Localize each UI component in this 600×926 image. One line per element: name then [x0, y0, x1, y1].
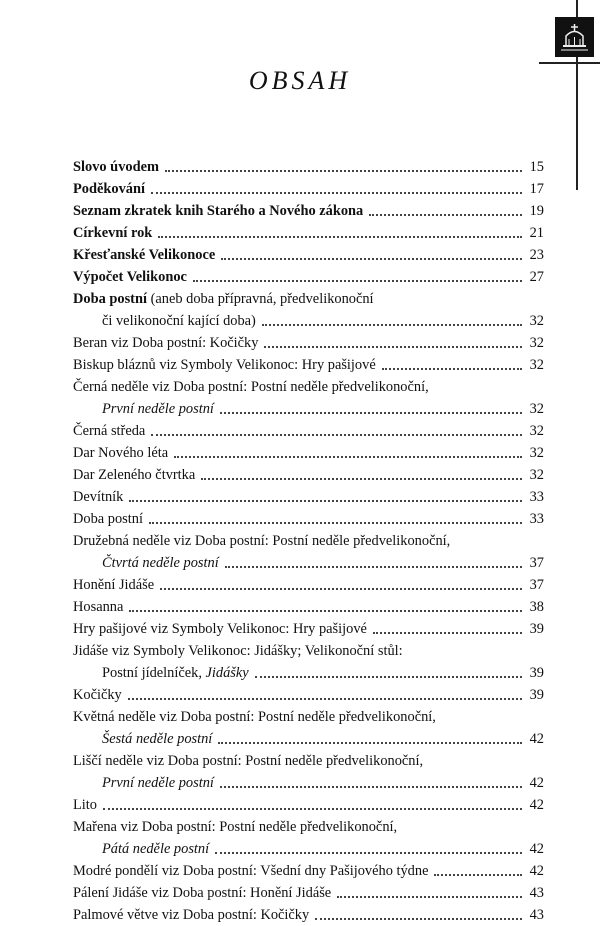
toc-entry-title: [73, 354, 376, 376]
toc-entry-text: První neděle postní: [102, 775, 214, 791]
horizontal-rule: [539, 62, 600, 64]
toc-entry-title: [73, 750, 423, 772]
toc-entry[interactable]: [73, 420, 544, 442]
toc-entry-text: Biskup bláznů viz Symboly Velikonoc: Hry pašijové: [73, 357, 376, 373]
toc-entry-title: [73, 904, 309, 926]
dot-leader: [434, 874, 522, 876]
toc-line: [73, 310, 544, 332]
toc-entry-text: Poděkování: [73, 181, 145, 197]
toc-entry[interactable]: [73, 816, 544, 860]
toc-entry-title: [73, 574, 154, 596]
toc-line: [73, 882, 544, 904]
page-number: 39: [529, 621, 544, 637]
toc-entry-title: [73, 156, 159, 178]
toc-line: [73, 332, 544, 354]
page-number: 19: [529, 203, 544, 219]
toc-entry-italic: Jidášky: [205, 665, 249, 681]
toc-entry[interactable]: [73, 530, 544, 574]
toc-entry-subtitle: (aneb doba přípravná, předvelikonoční: [146, 291, 374, 307]
toc-entry-text: Lito: [73, 797, 97, 813]
toc-entry-text: Slovo úvodem: [73, 159, 159, 175]
dot-leader: [103, 808, 522, 810]
dot-leader: [218, 742, 522, 744]
dot-leader: [264, 346, 522, 348]
toc-line: [73, 794, 544, 816]
dot-leader: [225, 566, 522, 568]
toc-entry[interactable]: [73, 178, 544, 200]
toc-entry-title: [73, 442, 168, 464]
toc-entry-title: [73, 530, 450, 552]
toc-entry-text: Honění Jidáše: [73, 577, 155, 593]
dot-leader: [220, 412, 522, 414]
toc-line: [73, 596, 544, 618]
dot-leader: [262, 324, 522, 326]
toc-entry-text: Křesťanské Velikonoce: [73, 247, 216, 263]
toc-entry[interactable]: [73, 508, 544, 530]
toc-entry-text: Výpočet Velikonoc: [73, 269, 187, 285]
page-number: 39: [529, 687, 544, 703]
toc-line: [73, 574, 544, 596]
toc-entry-text: Čtvrtá neděle postní: [102, 555, 219, 571]
toc-entry[interactable]: [73, 288, 544, 332]
toc-entry-text: Pátá neděle postní: [102, 841, 210, 857]
toc-line: [73, 750, 544, 772]
dot-leader: [158, 236, 522, 238]
toc-entry[interactable]: [73, 574, 544, 596]
toc-line: [73, 706, 544, 728]
toc-entry-title: [73, 816, 397, 838]
dot-leader: [369, 214, 522, 216]
toc-line: [73, 178, 544, 200]
toc-line: [73, 728, 544, 750]
toc-entry-text: Liščí neděle viz Doba postní: Postní neděle předvelikonoční,: [73, 753, 424, 769]
page-number: 39: [529, 665, 544, 681]
toc-entry[interactable]: [73, 442, 544, 464]
toc-entry[interactable]: [73, 750, 544, 794]
page-number: 32: [529, 401, 544, 417]
toc-entry-title: [73, 662, 249, 684]
toc-entry[interactable]: [73, 706, 544, 750]
toc-entry-title: [73, 420, 145, 442]
dot-leader: [165, 170, 522, 172]
toc-entry-title: [73, 706, 436, 728]
toc-entry-text: či velikonoční kající doba): [102, 313, 256, 329]
toc-line: [73, 508, 544, 530]
toc-line: [73, 288, 544, 310]
page-number: 21: [529, 225, 544, 241]
toc-line: [73, 838, 544, 860]
toc-entry-text: Církevní rok: [73, 225, 153, 241]
toc-line: [73, 662, 544, 684]
page-number: 38: [529, 599, 544, 615]
page-number: 32: [529, 445, 544, 461]
toc-entry-text: Šestá neděle postní: [102, 731, 213, 747]
toc-entry-title: [73, 398, 214, 420]
toc-line: [73, 200, 544, 222]
toc-line: [73, 266, 544, 288]
toc-entry-title: [73, 244, 215, 266]
toc-entry-title: [73, 838, 209, 860]
toc-entry-title: [73, 794, 97, 816]
dot-leader: [151, 434, 522, 436]
toc-entry-title: [73, 882, 331, 904]
toc-entry[interactable]: [73, 904, 544, 926]
toc-entry-title: [73, 618, 367, 640]
toc-entry[interactable]: [73, 640, 544, 684]
toc-entry[interactable]: [73, 222, 544, 244]
toc-entry-text: Černá středa: [73, 423, 146, 439]
page-number: 37: [529, 555, 544, 571]
dot-leader: [220, 786, 522, 788]
toc-entry[interactable]: [73, 684, 544, 706]
toc-entry[interactable]: [73, 596, 544, 618]
toc-entry-title: [73, 178, 145, 200]
page-number: 43: [529, 885, 544, 901]
toc-entry-title: [73, 288, 374, 310]
dot-leader: [160, 588, 522, 590]
toc-line: [73, 640, 544, 662]
toc-line: [73, 860, 544, 882]
dot-leader: [128, 698, 522, 700]
page-number: 32: [529, 313, 544, 329]
toc-line: [73, 156, 544, 178]
page-number: 42: [529, 775, 544, 791]
dot-leader: [315, 918, 522, 920]
page-number: 27: [529, 269, 544, 285]
page-number: 32: [529, 423, 544, 439]
toc-entry-text: Doba postní: [73, 511, 143, 527]
page-number: 42: [529, 797, 544, 813]
dot-leader: [215, 852, 522, 854]
toc-entry-title: [73, 860, 428, 882]
toc-entry-text: Kočičky: [73, 687, 122, 703]
toc-entry[interactable]: [73, 794, 544, 816]
dot-leader: [129, 610, 522, 612]
toc-line: [73, 772, 544, 794]
toc-line: [73, 222, 544, 244]
toc-entry-title: [73, 684, 122, 706]
toc-entry-title: [73, 728, 212, 750]
toc-entry[interactable]: [73, 376, 544, 420]
toc-entry[interactable]: [73, 244, 544, 266]
toc-entry-title: [73, 332, 258, 354]
toc-entry-title: [73, 464, 195, 486]
toc-line: [73, 244, 544, 266]
toc-entry-title: [73, 266, 187, 288]
toc-entry-text: Modré pondělí viz Doba postní: Všední dny Pašijového týdne: [73, 863, 429, 879]
page-number: 43: [529, 907, 544, 923]
toc-entry-text: Palmové větve viz Doba postní: Kočičky: [73, 907, 310, 923]
toc-entry-text: Květná neděle viz Doba postní: Postní neděle předvelikonoční,: [73, 709, 436, 725]
dot-leader: [221, 258, 522, 260]
page-number: 32: [529, 357, 544, 373]
toc-entry[interactable]: [73, 156, 544, 178]
toc-entry-text: Družebná neděle viz Doba postní: Postní neděle předvelikonoční,: [73, 533, 451, 549]
page-number: 23: [529, 247, 544, 263]
page-number: 42: [529, 863, 544, 879]
page-number: 17: [529, 181, 544, 197]
table-of-contents: [73, 156, 544, 926]
toc-entry-text: Mařena viz Doba postní: Postní neděle předvelikonoční,: [73, 819, 398, 835]
toc-entry-text: Devítník: [73, 489, 124, 505]
dot-leader: [373, 632, 522, 634]
toc-entry-text: Seznam zkratek knih Starého a Nového zákona: [73, 203, 364, 219]
toc-entry-text: Pálení Jidáše viz Doba postní: Honění Jidáše: [73, 885, 332, 901]
toc-entry-title: [73, 596, 123, 618]
page-number: 42: [529, 731, 544, 747]
toc-entry-text: Doba postní: [73, 291, 147, 307]
toc-entry-title: [73, 552, 219, 574]
dot-leader: [201, 478, 522, 480]
toc-line: [73, 354, 544, 376]
toc-line: [73, 420, 544, 442]
page-number: 37: [529, 577, 544, 593]
dot-leader: [149, 522, 522, 524]
dot-leader: [174, 456, 522, 458]
dot-leader: [129, 500, 522, 502]
page-number: 33: [529, 489, 544, 505]
page-number: 33: [529, 511, 544, 527]
toc-entry[interactable]: [73, 618, 544, 640]
toc-entry-title: [73, 486, 123, 508]
dot-leader: [382, 368, 522, 370]
toc-entry-text: První neděle postní: [102, 401, 214, 417]
toc-line: [73, 398, 544, 420]
emblem-icon: [555, 17, 594, 57]
toc-line: [73, 816, 544, 838]
dot-leader: [255, 676, 522, 678]
toc-entry-text: Jidáše viz Symboly Velikonoc: Jidášky; Velikonoční stůl:: [73, 643, 403, 659]
toc-entry[interactable]: [73, 354, 544, 376]
toc-entry-text: Beran viz Doba postní: Kočičky: [73, 335, 259, 351]
toc-line: [73, 552, 544, 574]
toc-entry-text: Postní jídelníček,: [102, 665, 206, 681]
toc-entry-text: Černá neděle viz Doba postní: Postní neděle předvelikonoční,: [73, 379, 429, 395]
toc-entry-title: [73, 222, 152, 244]
toc-entry[interactable]: [73, 464, 544, 486]
dot-leader: [151, 192, 522, 194]
toc-line: [73, 904, 544, 926]
page-number: 32: [529, 467, 544, 483]
toc-line: [73, 464, 544, 486]
toc-line: [73, 442, 544, 464]
page-number: 15: [529, 159, 544, 175]
toc-line: [73, 376, 544, 398]
toc-entry[interactable]: [73, 486, 544, 508]
toc-entry[interactable]: [73, 882, 544, 904]
toc-entry-text: Hry pašijové viz Symboly Velikonoc: Hry pašijové: [73, 621, 367, 637]
toc-entry-text: Dar Nového léta: [73, 445, 169, 461]
toc-entry-text: Hosanna: [73, 599, 124, 615]
toc-entry-title: [73, 200, 363, 222]
toc-line: [73, 530, 544, 552]
page-title: OBSAH: [248, 66, 352, 95]
page-number: 42: [529, 841, 544, 857]
toc-line: [73, 618, 544, 640]
toc-entry[interactable]: [73, 332, 544, 354]
toc-entry[interactable]: [73, 860, 544, 882]
page-number: 32: [529, 335, 544, 351]
toc-entry-title: [73, 640, 403, 662]
dot-leader: [193, 280, 522, 282]
toc-entry-title: [73, 310, 256, 332]
toc-entry[interactable]: [73, 266, 544, 288]
toc-line: [73, 684, 544, 706]
toc-entry[interactable]: [73, 200, 544, 222]
toc-entry-title: [73, 508, 143, 530]
toc-line: [73, 486, 544, 508]
dot-leader: [337, 896, 522, 898]
toc-entry-title: [73, 376, 429, 398]
toc-entry-title: [73, 772, 214, 794]
toc-entry-text: Dar Zeleného čtvrtka: [73, 467, 196, 483]
